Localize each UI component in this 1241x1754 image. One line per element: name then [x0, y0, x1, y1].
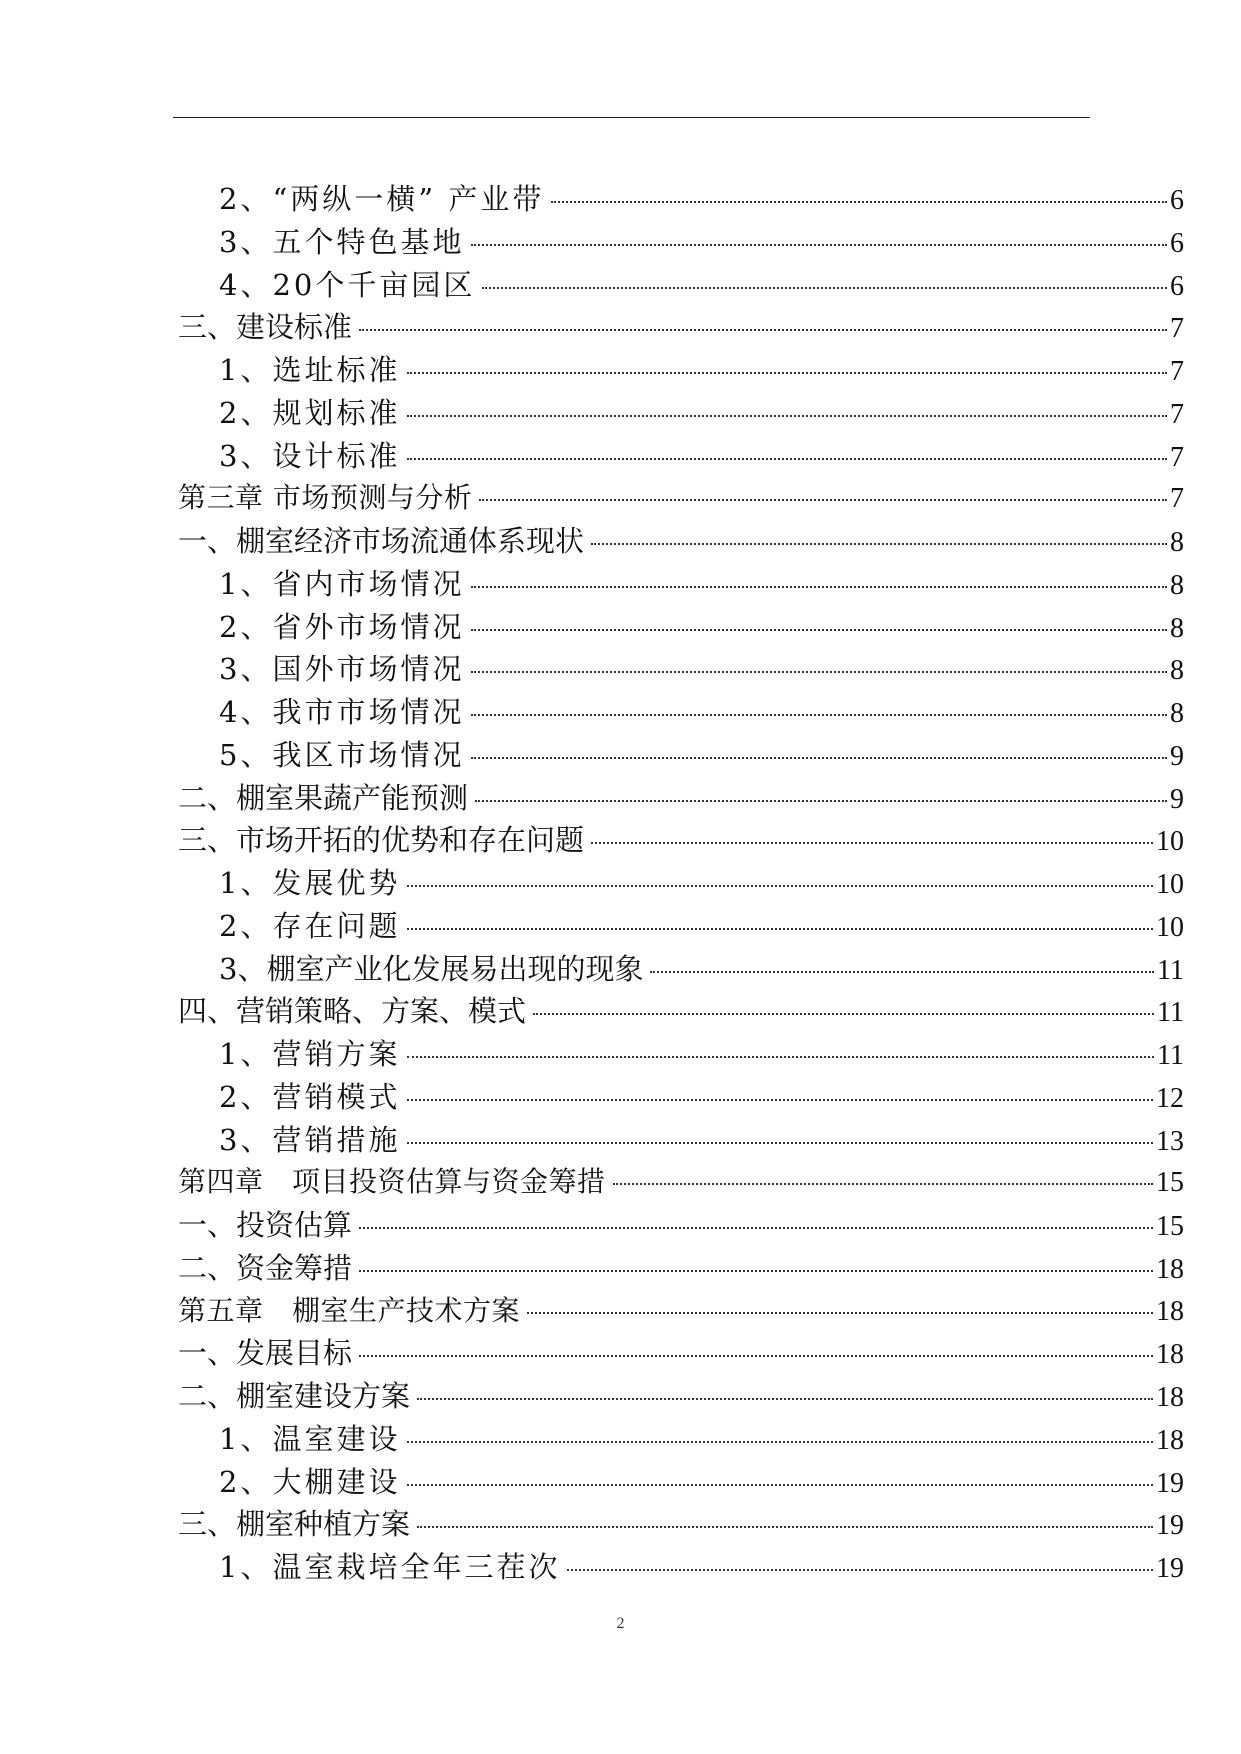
toc-entry-title: 4、20个千亩园区 [219, 267, 476, 302]
toc-entry-title: 1、温室建设 [219, 1421, 401, 1456]
toc-entry-page: 8 [1170, 527, 1184, 558]
dot-leader [407, 1056, 1154, 1058]
dot-leader [417, 1526, 1153, 1528]
toc-entry-page: 9 [1170, 783, 1184, 815]
dot-leader [407, 1099, 1153, 1101]
toc-entry[interactable] [178, 905, 1184, 948]
dot-leader [471, 586, 1167, 588]
dot-leader [407, 1484, 1153, 1486]
toc-entry-title: 3、五个特色基地 [219, 224, 465, 259]
toc-entry-title: 4、我市市场情况 [219, 695, 465, 729]
dot-leader [407, 928, 1153, 930]
toc-entry[interactable] [178, 178, 1184, 221]
dot-leader [359, 1227, 1153, 1229]
toc-entry[interactable] [178, 563, 1184, 606]
dot-leader [359, 329, 1167, 331]
toc-entry-page: 7 [1170, 441, 1184, 473]
toc-entry[interactable] [178, 606, 1184, 649]
toc-entry[interactable] [178, 990, 1184, 1033]
toc-entry-page: 18 [1156, 1295, 1184, 1327]
toc-entry-page: 7 [1170, 483, 1184, 515]
toc-entry[interactable] [178, 1076, 1184, 1119]
toc-entry-page: 7 [1170, 398, 1184, 430]
toc-entry-page: 10 [1156, 826, 1184, 858]
toc-entry-title: 第三章 市场预测与分析 [178, 481, 473, 515]
toc-entry-page: 8 [1170, 569, 1184, 601]
toc-entry-title: 三、市场开拓的优势和存在问题 [178, 823, 585, 858]
toc-entry[interactable] [178, 1503, 1184, 1546]
dot-leader [359, 1270, 1153, 1272]
toc-entry[interactable] [178, 819, 1184, 862]
toc-chapter-entry[interactable] [178, 477, 1184, 520]
toc-entry[interactable] [178, 1204, 1184, 1247]
toc-entry[interactable] [178, 1119, 1184, 1162]
toc-entry-page: 15 [1156, 1167, 1184, 1199]
toc-entry[interactable] [178, 264, 1184, 307]
toc-entry-page: 19 [1156, 1467, 1184, 1499]
dot-leader [650, 971, 1154, 973]
toc-entry[interactable] [178, 734, 1184, 777]
toc-entry-title: 三、棚室种植方案 [178, 1507, 411, 1542]
dot-leader [482, 287, 1167, 289]
toc-entry[interactable] [178, 777, 1184, 820]
toc-entry-page: 6 [1170, 270, 1184, 302]
dot-leader [359, 1355, 1153, 1357]
toc-entry-title: 1、营销方案 [219, 1037, 401, 1071]
toc-entry-page: 11 [1157, 1040, 1184, 1071]
toc-entry-title: 一、发展目标 [178, 1336, 353, 1371]
toc-entry-title: 第五章 棚室生产技术方案 [178, 1293, 521, 1327]
toc-entry-page: 8 [1170, 655, 1184, 687]
dot-leader [407, 885, 1153, 887]
dot-leader [591, 842, 1153, 844]
toc-entry-title: 二、资金筹措 [178, 1250, 353, 1285]
toc-entry[interactable] [178, 435, 1184, 478]
dot-leader [407, 372, 1167, 374]
dot-leader [407, 1142, 1153, 1144]
toc-entry-title: 2、“两纵一横” 产业带 [219, 182, 545, 216]
dot-leader [407, 415, 1167, 417]
toc-entry-title: 二、棚室果蔬产能预测 [178, 780, 469, 815]
dot-leader [591, 543, 1167, 545]
toc-entry[interactable] [178, 520, 1184, 563]
toc-entry-title: 1、省内市场情况 [219, 566, 465, 601]
toc-entry-title: 四、营销策略、方案、模式 [178, 994, 527, 1029]
table-of-contents [178, 178, 1184, 1589]
toc-entry-title: 2、规划标准 [219, 395, 401, 430]
toc-entry-page: 8 [1170, 698, 1184, 729]
toc-entry[interactable] [178, 1375, 1184, 1418]
toc-entry-title: 三、建设标准 [178, 310, 353, 345]
toc-entry-title: 2、大棚建设 [219, 1464, 401, 1499]
dot-leader [613, 1183, 1153, 1185]
toc-entry-title: 一、棚室经济市场流通体系现状 [178, 524, 585, 558]
toc-entry-title: 第四章 项目投资估算与资金筹措 [178, 1165, 606, 1199]
dot-leader [407, 458, 1167, 460]
toc-entry[interactable] [178, 349, 1184, 392]
toc-entry-title: 3、营销措施 [219, 1122, 401, 1157]
toc-entry-title: 一、投资估算 [178, 1208, 353, 1242]
toc-entry[interactable] [178, 1332, 1184, 1375]
dot-leader [417, 1398, 1153, 1400]
toc-entry-title: 1、发展优势 [219, 866, 401, 900]
toc-entry-page: 8 [1170, 612, 1184, 644]
dot-leader [479, 499, 1167, 501]
toc-entry-title: 1、温室栽培全年三茬次 [219, 1550, 561, 1584]
dot-leader [567, 1569, 1153, 1571]
toc-entry-page: 19 [1156, 1553, 1184, 1584]
toc-entry[interactable] [178, 691, 1184, 734]
dot-leader [471, 714, 1167, 716]
toc-entry-page: 7 [1170, 356, 1184, 387]
dot-leader [407, 1441, 1153, 1443]
toc-entry-page: 6 [1170, 185, 1184, 216]
toc-entry-page: 15 [1156, 1211, 1184, 1242]
toc-entry-title: 2、存在问题 [219, 908, 401, 943]
dot-leader [475, 800, 1167, 802]
toc-entry-title: 2、省外市场情况 [219, 609, 465, 644]
toc-entry-page: 18 [1156, 1253, 1184, 1285]
toc-entry-page: 11 [1157, 997, 1184, 1029]
toc-entry[interactable] [178, 862, 1184, 905]
toc-entry[interactable] [178, 1247, 1184, 1290]
toc-entry-page: 12 [1156, 1082, 1184, 1114]
toc-entry-title: 3、设计标准 [219, 438, 401, 473]
toc-entry-title: 5、我区市场情况 [219, 737, 465, 772]
toc-entry-title: 二、棚室建设方案 [178, 1379, 411, 1413]
toc-entry-page: 11 [1157, 954, 1184, 986]
dot-leader [527, 1312, 1153, 1314]
dot-leader [551, 201, 1167, 203]
toc-entry-page: 18 [1156, 1382, 1184, 1413]
page-number: 2 [616, 1615, 625, 1632]
toc-entry-page: 10 [1156, 911, 1184, 943]
toc-entry-page: 18 [1156, 1339, 1184, 1371]
toc-entry-title: 1、选址标准 [219, 353, 401, 387]
toc-entry-page: 13 [1156, 1125, 1184, 1157]
toc-entry[interactable] [178, 1461, 1184, 1504]
dot-leader [471, 244, 1167, 246]
dot-leader [471, 629, 1167, 631]
dot-leader [471, 757, 1167, 759]
toc-entry-page: 10 [1156, 869, 1184, 900]
toc-entry-page: 18 [1156, 1424, 1184, 1456]
toc-chapter-entry[interactable] [178, 1161, 1184, 1204]
toc-entry-page: 9 [1170, 740, 1184, 772]
toc-entry[interactable] [178, 1418, 1184, 1461]
toc-entry-title: 3、国外市场情况 [219, 652, 465, 687]
toc-chapter-entry[interactable] [178, 1290, 1184, 1333]
header-rule [173, 117, 1090, 118]
dot-leader [533, 1013, 1154, 1015]
toc-entry[interactable] [178, 648, 1184, 691]
toc-entry[interactable] [178, 948, 1184, 991]
toc-entry[interactable] [178, 221, 1184, 264]
toc-entry[interactable] [178, 306, 1184, 349]
toc-entry[interactable] [178, 1546, 1184, 1589]
toc-entry-page: 6 [1170, 227, 1184, 259]
toc-entry[interactable] [178, 392, 1184, 435]
toc-entry-page: 7 [1170, 313, 1184, 345]
toc-entry-title: 2、营销模式 [219, 1079, 401, 1114]
toc-entry-page: 19 [1156, 1510, 1184, 1542]
toc-entry-title: 3、棚室产业化发展易出现的现象 [219, 951, 644, 986]
dot-leader [471, 671, 1167, 673]
toc-entry[interactable] [178, 1033, 1184, 1076]
